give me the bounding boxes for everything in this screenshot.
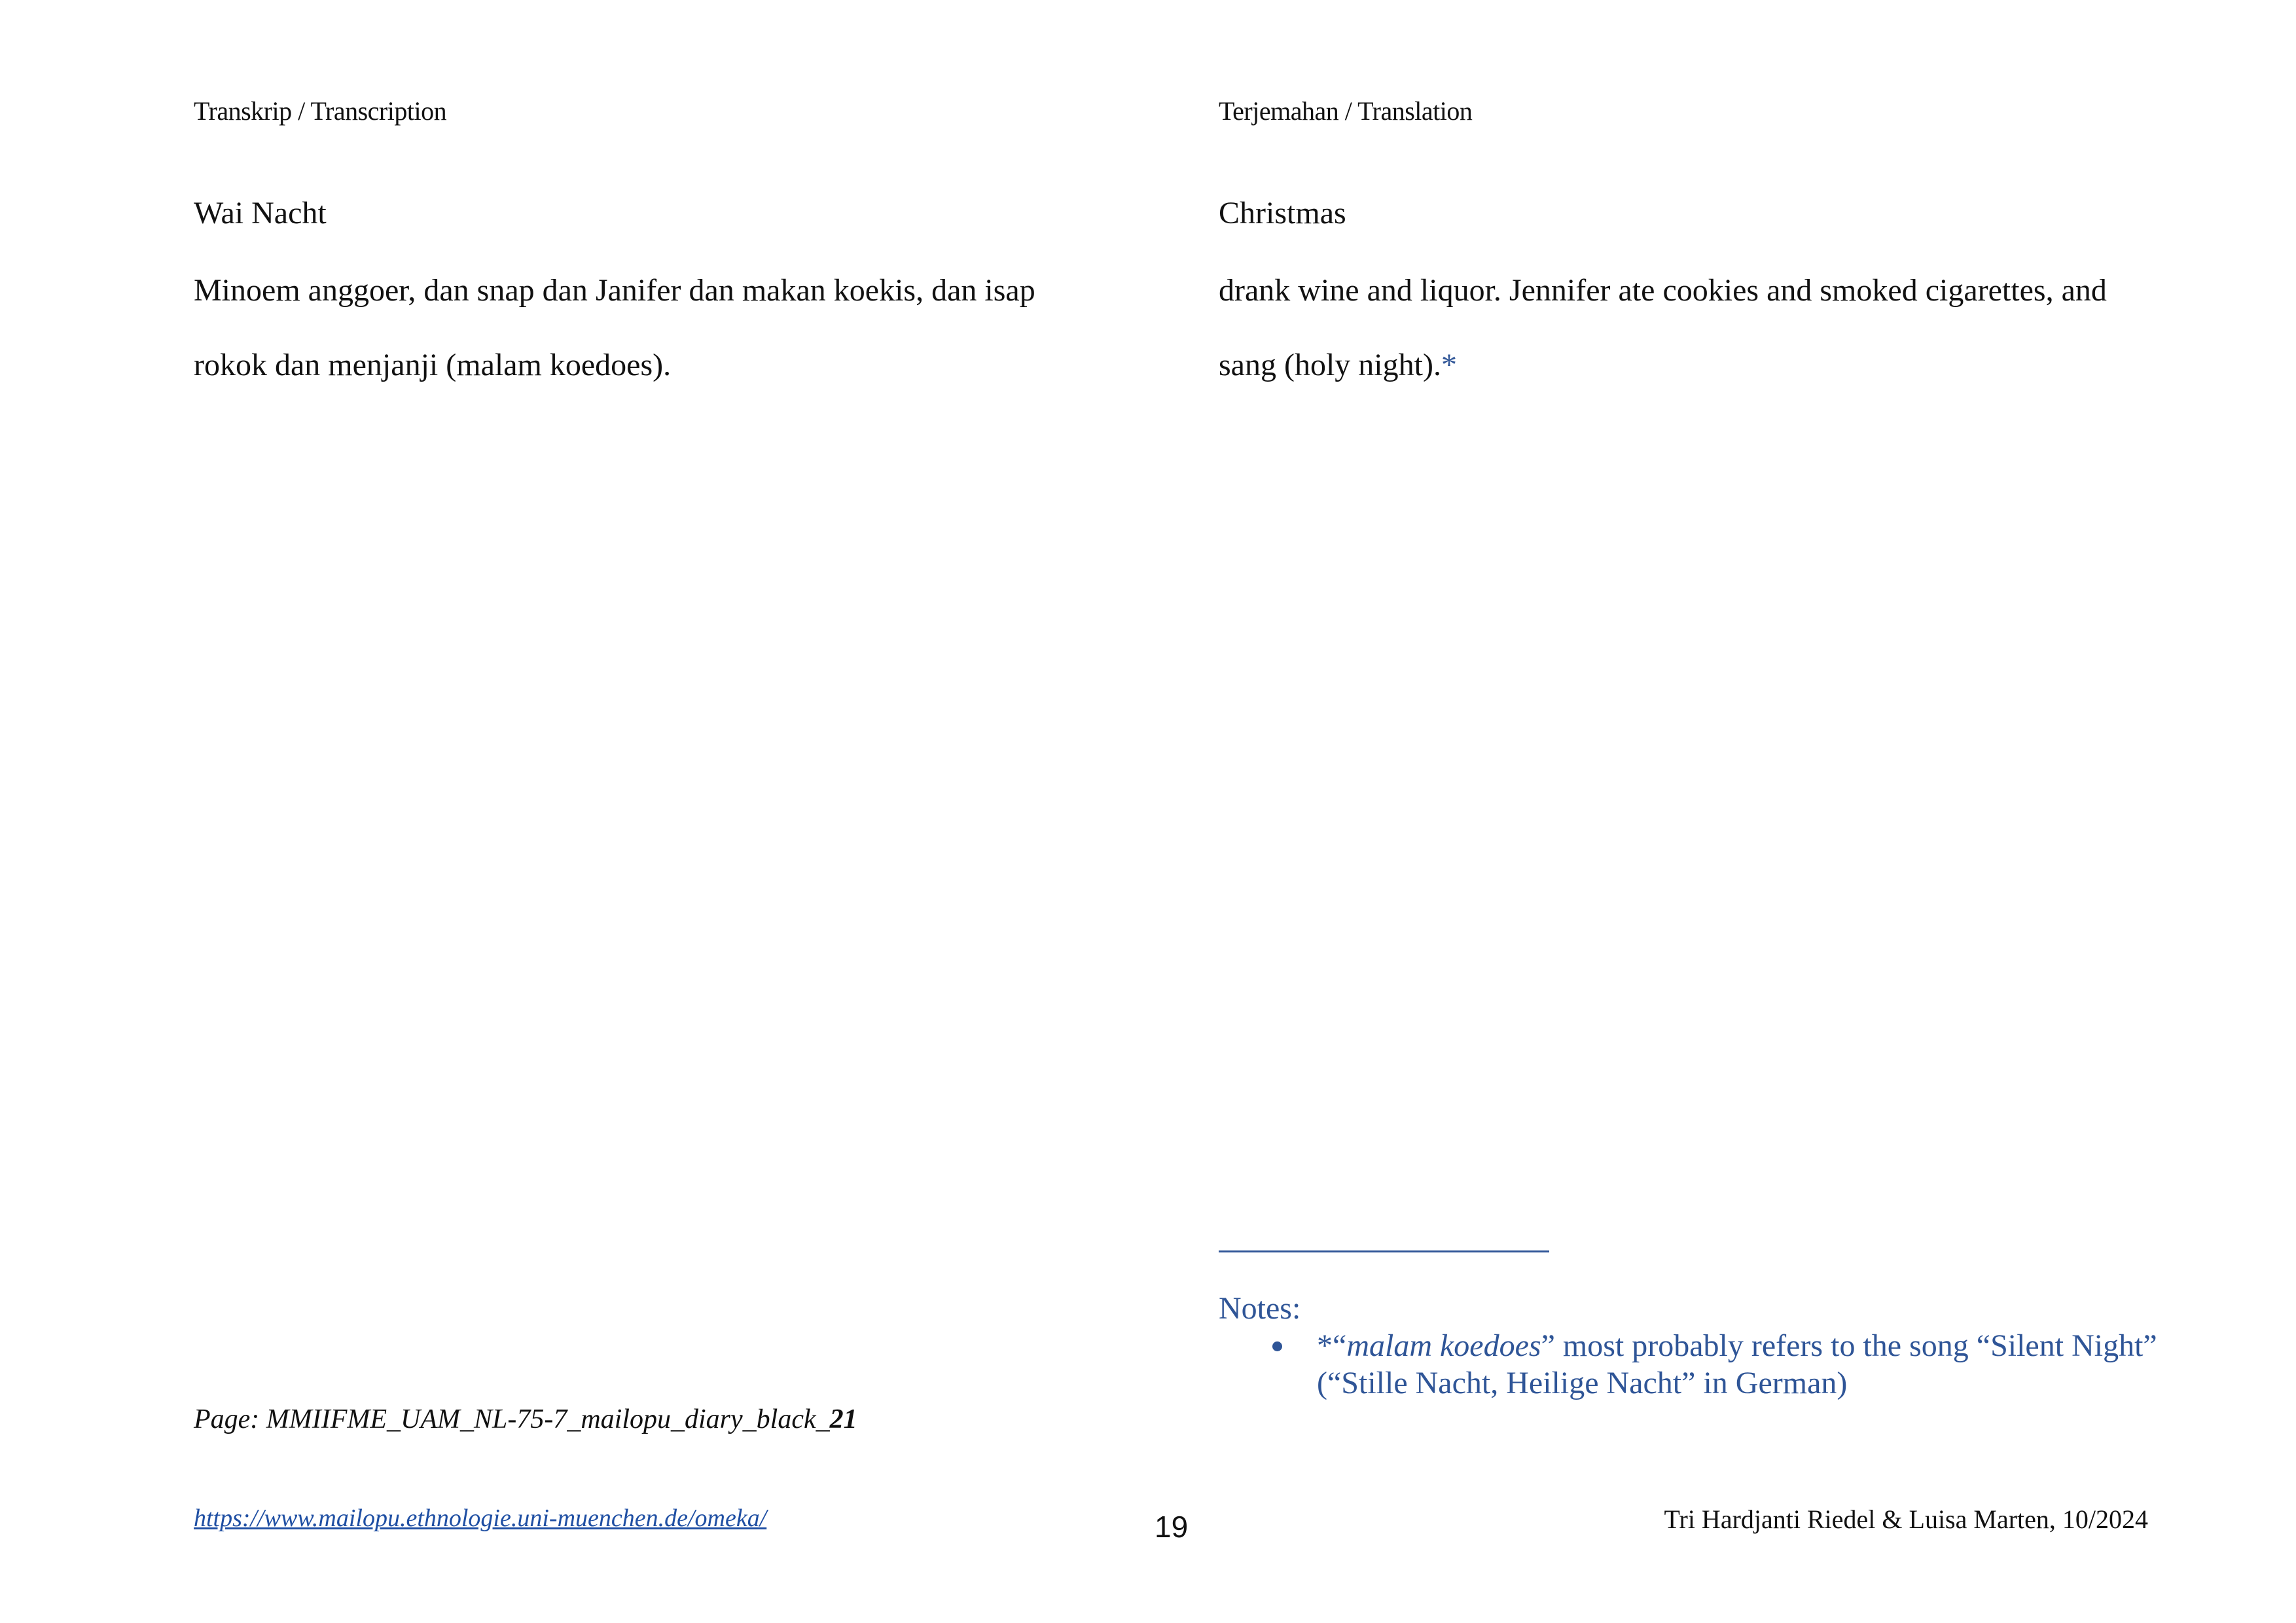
translation-line-1: drank wine and liquor. Jennifer ate cookies and smoked cigarettes, and [1219,273,2107,308]
notes-label: Notes: [1219,1291,1301,1326]
transcription-body [194,253,1122,403]
page-reference-text: Page: MMIIFME_UAM_NL-75-7_mailopu_diary_black_ [194,1404,830,1434]
translation-title: Christmas [1219,196,1346,230]
bullet-icon [1272,1341,1282,1351]
footer-credit: Tri Hardjanti Riedel & Luisa Marten, 10/2024 [1664,1504,2148,1534]
note-text: ” most probably refers to the song “Silent Night” (“Stille Nacht, Heilige Nacht” in German) [1317,1328,2157,1400]
note-italic-term: malam koedoes [1346,1328,1541,1363]
translation-body [1219,253,2153,403]
notes-list [1219,1327,2187,1402]
translation-line-2 [1219,328,2153,403]
translation-column-header: Terjemahan / Translation [1219,96,1473,126]
transcription-title: Wai Nacht [194,196,327,230]
page-number: 19 [1155,1510,1189,1544]
footnote-separator [1219,1250,1549,1252]
transcription-column-header: Transkrip / Transcription [194,96,447,126]
transcription-line-1: Minoem anggoer, dan snap dan Janifer dan makan koekis, dan isap [194,273,1035,308]
page-reference-number: 21 [829,1404,857,1434]
transcription-line-2: rokok dan menjanji (malam koedoes). [194,348,672,382]
footnote-marker[interactable]: * [1441,348,1457,382]
translation-line-2-text: sang (holy night). [1219,348,1441,382]
footer-link[interactable]: https://www.mailopu.ethnologie.uni-muenchen.de/omeka/ [194,1504,767,1532]
notes-list-item [1219,1327,2187,1402]
note-star: *“ [1317,1328,1347,1363]
notes-section [1219,1290,2187,1402]
page-reference [194,1404,857,1435]
